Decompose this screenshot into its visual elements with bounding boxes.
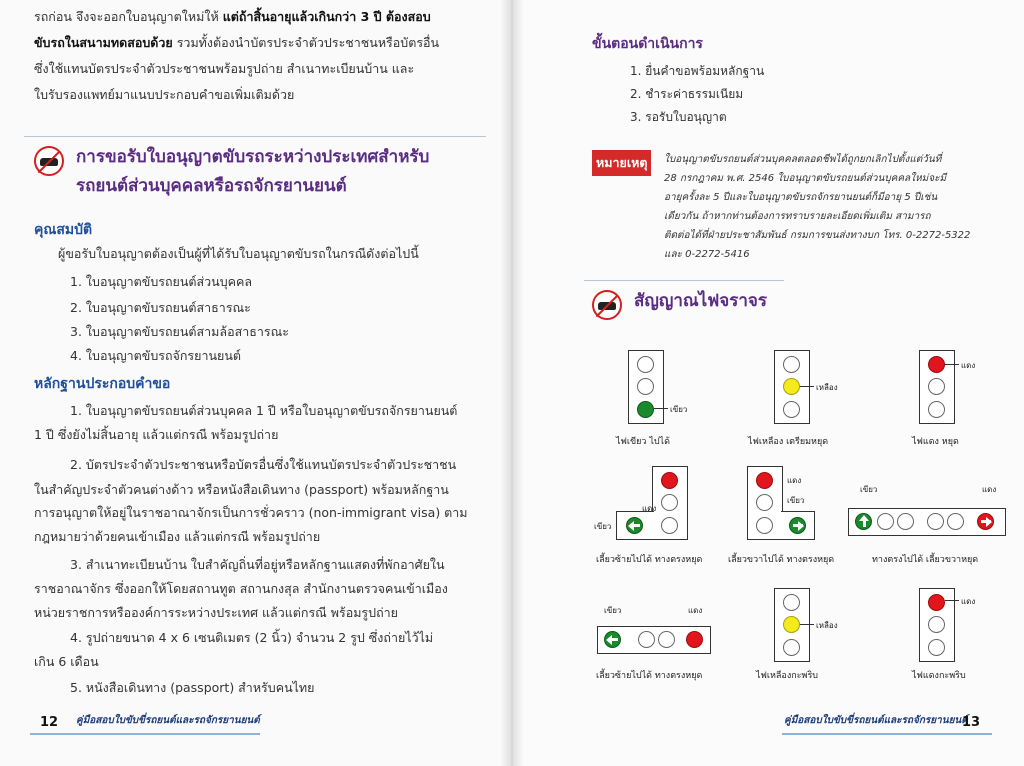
qualification-item: 1. ใบอนุญาตขับรถยนต์ส่วนบุคคล xyxy=(70,274,253,289)
caption-horizontal-left: เลี้ยวซ้ายไปได้ ทางตรงหยุด xyxy=(596,671,703,681)
lamp-off xyxy=(661,494,678,511)
lamp-off xyxy=(928,401,945,418)
lamp-off xyxy=(661,517,678,534)
lamp-off xyxy=(928,639,945,656)
lamp-green-left-arrow xyxy=(626,517,643,534)
label-red: แดง xyxy=(961,597,976,606)
lamp-off xyxy=(947,513,964,530)
signal-left-horizontal xyxy=(597,626,711,654)
page-number: 13 xyxy=(962,715,981,730)
footer-title: คู่มือสอบใบขับขี่รถยนต์และรถจักรยานยนต์ xyxy=(76,715,260,726)
qualification-item: 3. ใบอนุญาตขับรถยนต์สามล้อสาธารณะ xyxy=(70,324,289,339)
label-red: แดง xyxy=(787,476,802,485)
evidence-line: ในสำคัญประจำตัวคนต่างด้าว หรือหนังสือเดินทาง (passport) พร้อมหลักฐาน xyxy=(34,482,449,497)
lamp-off xyxy=(783,356,800,373)
evidence-line: 4. รูปถ่ายขนาด 4 x 6 เซนติเมตร (2 นิ้ว) จำนวน 2 รูป ซึ่งถ่ายไว้ไม่ xyxy=(70,630,434,645)
qualifications-intro: ผู้ขอรับใบอนุญาตต้องเป็นผู้ที่ได้รับใบอนุญาตขับรถในกรณีดังต่อไปนี้ xyxy=(58,246,419,261)
evidence-line: กฎหมายว่าด้วยคนเข้าเมือง แล้วแต่กรณี พร้อมรูปถ่าย xyxy=(34,529,321,544)
label-green: เขียว xyxy=(604,606,622,615)
label-red: แดง xyxy=(642,504,657,513)
caption-green-go: ไฟเขียว ไปได้ xyxy=(616,437,670,447)
label-red: แดง xyxy=(982,485,997,494)
signal-yellow-flash xyxy=(774,588,810,662)
evidence-line: ราชอาณาจักร ซึ่งออกให้โดยสถานทูต สถานกงสุล สำนักงานตรวจคนเข้าเมือง xyxy=(34,581,448,596)
lamp-off xyxy=(658,631,675,648)
signal-right-turn-upper xyxy=(747,466,783,540)
lamp-green-right-arrow xyxy=(789,517,806,534)
page-number: 12 xyxy=(40,715,59,730)
lamp-off xyxy=(783,594,800,611)
qualifications-heading: คุณสมบัติ xyxy=(34,222,93,238)
lamp-green-left-arrow xyxy=(604,631,621,648)
evidence-line: การอนุญาตให้อยู่ในราชอาณาจักรเป็นการชั่วคราว (non-immigrant visa) ตาม xyxy=(34,505,468,520)
lamp-off xyxy=(783,639,800,656)
evidence-line: เกิน 6 เดือน xyxy=(34,654,99,669)
lamp-off xyxy=(783,401,800,418)
intro-line-4: ใบรับรองแพทย์มาแนบประกอบคำขอเพิ่มเติมด้วย xyxy=(34,87,295,102)
signal-right-turn-arm xyxy=(781,511,815,540)
signal-straight-horizontal xyxy=(848,508,1006,536)
label-yellow: เหลือง xyxy=(816,383,838,392)
lamp-off xyxy=(637,356,654,373)
lamp-yellow xyxy=(783,378,800,395)
note-badge: หมายเหตุ xyxy=(592,150,651,176)
lamp-off xyxy=(927,513,944,530)
label-green: เขียว xyxy=(594,522,612,531)
label-green: เขียว xyxy=(670,405,688,414)
lamp-red xyxy=(756,472,773,489)
lamp-off xyxy=(928,616,945,633)
no-car-icon xyxy=(592,290,622,320)
label-yellow: เหลือง xyxy=(816,621,838,630)
intro-paragraph xyxy=(34,4,492,108)
lamp-green-up-arrow xyxy=(855,513,872,530)
right-page xyxy=(512,0,1024,766)
book-gutter xyxy=(500,0,524,766)
lamp-off xyxy=(756,494,773,511)
procedure-heading: ขั้นตอนดำเนินการ xyxy=(592,36,703,52)
evidence-line: 5. หนังสือเดินทาง (passport) สำหรับคนไทย xyxy=(70,680,315,695)
footer-rule xyxy=(30,733,260,735)
label-green: เขียว xyxy=(787,496,805,505)
evidence-line: 2. บัตรประจำตัวประชาชนหรือบัตรอื่นซึ่งใช้แทนบัตรประจำตัวประชาชน xyxy=(70,457,457,472)
lamp-red xyxy=(686,631,703,648)
procedure-step: 1. ยื่นคำขอพร้อมหลักฐาน xyxy=(630,64,765,78)
signals-title: สัญญาณไฟจราจร xyxy=(634,291,767,311)
signal-left-turn-upper xyxy=(652,466,688,540)
signal-yellow xyxy=(774,350,810,424)
signal-green-go xyxy=(628,350,664,424)
caption-red-flash: ไฟแดงกะพริบ xyxy=(912,671,966,681)
lamp-green xyxy=(637,401,654,418)
lamp-red xyxy=(661,472,678,489)
caption-red: ไฟแดง หยุด xyxy=(912,437,959,447)
caption-yellow: ไฟเหลือง เตรียมหยุด xyxy=(748,437,829,447)
procedure-step: 3. รอรับใบอนุญาต xyxy=(630,110,727,124)
lamp-off xyxy=(877,513,894,530)
note-text: ใบอนุญาตขับรถยนต์ส่วนบุคคลตลอดชีพได้ถูกยกเลิกไปตั้งแต่วันที่ 28 กรกฎาคม พ.ศ. 2546 ใบอนุญาตขับรถยนต์ส่วนบุคคลใหม่จะมี อายุครั้งละ 5 ปีและใบอนุญาตขับรถจักรยานยนต์ก็มีอายุ 5 ปีเช่น เดียวกัน ถ้าหากท่านต้องการทราบรายละเอียดเพิ่มเติม สามารถ ติดต่อได้ที่ฝ่ายประชาสัมพันธ์ กรมการขนส่งทางบก โทร. 0-2272-5322 และ 0-2272-5416 xyxy=(664,154,971,260)
label-red: แดง xyxy=(688,606,703,615)
no-car-icon xyxy=(34,146,64,176)
evidence-line: หน่วยราชการหรือองค์การระหว่างประเทศ แล้วแต่กรณี พร้อมรูปถ่าย xyxy=(34,605,398,620)
label-green: เขียว xyxy=(860,485,878,494)
intro-line-2: ขับรถในสนามทดสอบด้วย รวมทั้งต้องนำบัตรประจำตัวประชาชนหรือบัตรอื่น xyxy=(34,35,440,50)
signal-left-turn-arm xyxy=(616,511,654,540)
qualification-item: 2. ใบอนุญาตขับรถยนต์สาธารณะ xyxy=(70,300,251,315)
footer-rule xyxy=(782,733,992,735)
caption-straight: ทางตรงไปได้ เลี้ยวขวาหยุด xyxy=(872,555,979,565)
caption-left-turn: เลี้ยวซ้ายไปได้ ทางตรงหยุด xyxy=(596,555,703,565)
caption-yellow-flash: ไฟเหลืองกะพริบ xyxy=(756,671,818,681)
lamp-red-right-arrow xyxy=(977,513,994,530)
qualification-item: 4. ใบอนุญาตขับรถจักรยานยนต์ xyxy=(70,348,242,363)
evidence-line: 1. ใบอนุญาตขับรถยนต์ส่วนบุคคล 1 ปี หรือใบอนุญาตขับรถจักรยานยนต์ xyxy=(70,403,458,418)
evidence-line: 1 ปี ซึ่งยังไม่สิ้นอายุ แล้วแต่กรณี พร้อมรูปถ่าย xyxy=(34,427,279,442)
label-red: แดง xyxy=(961,361,976,370)
lamp-off xyxy=(637,378,654,395)
lamp-off xyxy=(897,513,914,530)
lamp-yellow xyxy=(783,616,800,633)
section-divider xyxy=(24,136,486,137)
evidence-heading: หลักฐานประกอบคำขอ xyxy=(34,376,171,392)
section-title: การขอรับใบอนุญาตขับรถระหว่างประเทศสำหรับ รถยนต์ส่วนบุคคลหรือรถจักรยานยนต์ xyxy=(76,147,430,196)
signals-divider xyxy=(584,280,784,281)
intro-line-1: รถก่อน จึงจะออกใบอนุญาตใหม่ให้ แต่ถ้าสิ้นอายุแล้วเกินกว่า 3 ปี ต้องสอบ xyxy=(34,9,431,24)
procedure-step: 2. ชำระค่าธรรมเนียม xyxy=(630,87,744,101)
caption-right-turn: เลี้ยวขวาไปได้ ทางตรงหยุด xyxy=(728,555,835,565)
lamp-red xyxy=(928,594,945,611)
lamp-red xyxy=(928,356,945,373)
footer-title: คู่มือสอบใบขับขี่รถยนต์และรถจักรยานยนต์ xyxy=(784,715,968,726)
intro-line-3: ซึ่งใช้แทนบัตรประจำตัวประชาชนพร้อมรูปถ่าย สำเนาทะเบียนบ้าน และ xyxy=(34,61,415,76)
lamp-off xyxy=(638,631,655,648)
evidence-line: 3. สำเนาทะเบียนบ้าน ใบสำคัญถิ่นที่อยู่หรือหลักฐานแสดงที่พักอาศัยใน xyxy=(70,557,445,572)
lamp-off xyxy=(928,378,945,395)
signal-red xyxy=(919,350,955,424)
lamp-off xyxy=(756,517,773,534)
